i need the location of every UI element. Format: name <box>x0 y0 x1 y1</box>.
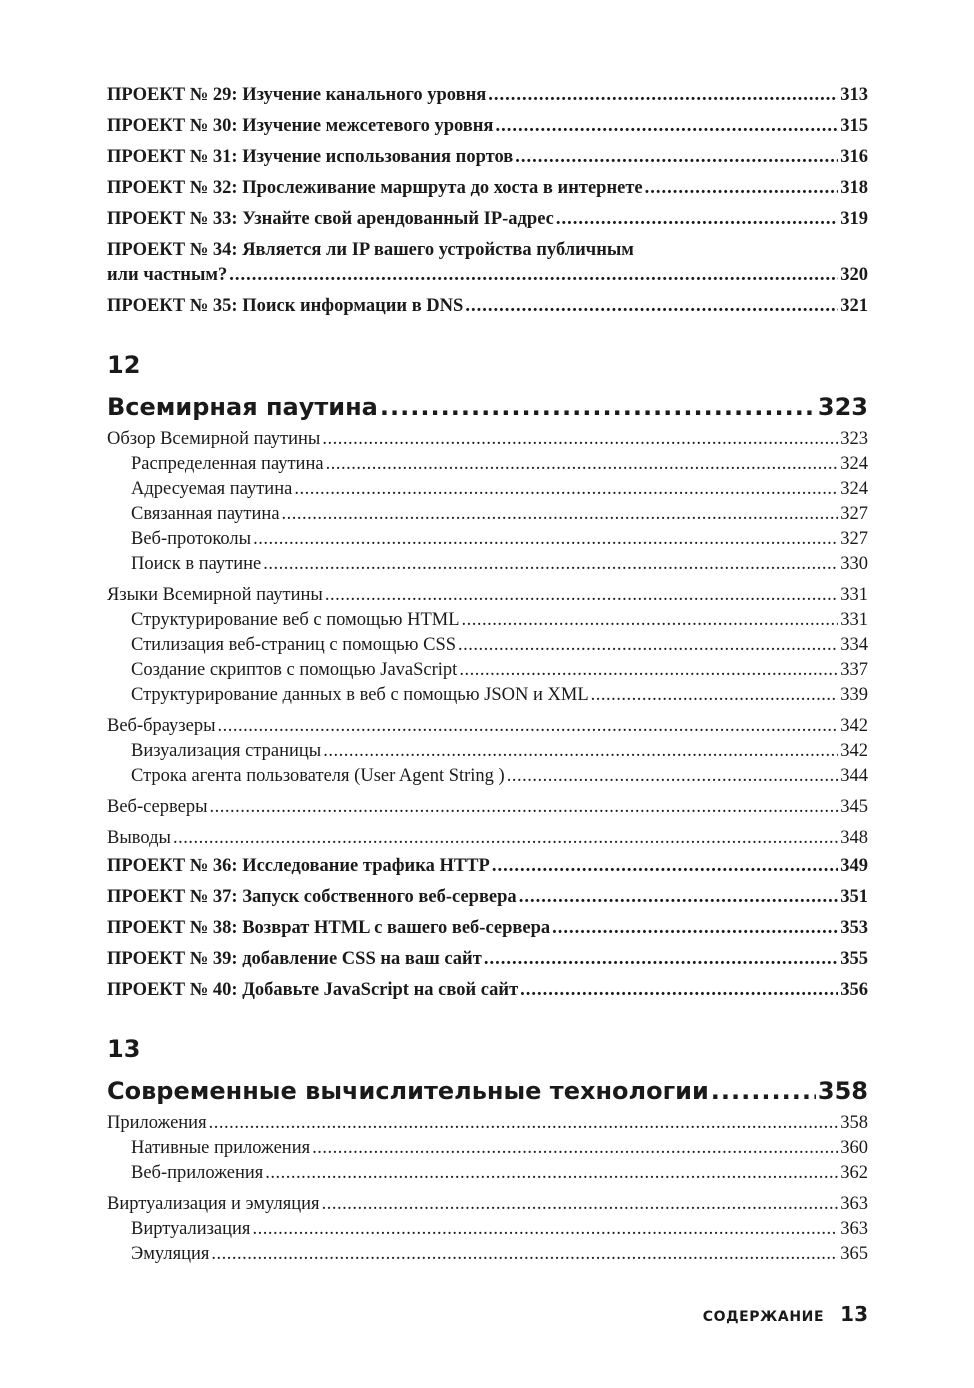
dot-leader <box>229 263 838 288</box>
toc-subsection-entry[interactable] <box>107 633 868 658</box>
entry-title: ПРОЕКТ № 36: Исследование трафика HTTP <box>107 856 490 876</box>
dot-leader <box>488 80 838 111</box>
dot-leader <box>218 714 839 739</box>
toc-subsection-entry[interactable] <box>107 1217 868 1242</box>
dot-leader <box>263 552 838 577</box>
entry-title: ПРОЕКТ № 29: Изучение канального уровня <box>107 85 487 105</box>
entry-page: 321 <box>840 296 868 316</box>
entry-page: 358 <box>840 1113 868 1133</box>
entry-page: 362 <box>840 1163 868 1183</box>
toc-section-entry[interactable] <box>107 583 868 608</box>
dot-leader <box>294 477 838 502</box>
dot-leader <box>209 1111 839 1136</box>
entry-title: ПРОЕКТ № 32: Прослеживание маршрута до хоста в интернете <box>107 178 643 198</box>
entry-title: Создание скриптов с помощью JavaScript <box>131 660 458 680</box>
dot-leader <box>519 882 839 913</box>
toc-subsection-entry[interactable] <box>107 1136 868 1161</box>
toc-subsection-entry[interactable] <box>107 477 868 502</box>
entry-title: Эмуляция <box>131 1244 210 1264</box>
dot-leader <box>325 583 838 608</box>
entry-page: 324 <box>840 454 868 474</box>
chapter-number: 13 <box>107 1035 141 1063</box>
dot-leader <box>252 1217 838 1242</box>
entry-page: 348 <box>840 828 868 848</box>
toc-project-entry[interactable] <box>107 975 868 1006</box>
entry-title: Веб-серверы <box>107 797 208 817</box>
dot-leader <box>462 608 839 633</box>
toc-project-entry[interactable] <box>107 80 868 111</box>
toc-subsection-entry[interactable] <box>107 739 868 764</box>
dot-leader <box>210 795 839 820</box>
dot-leader <box>711 1071 816 1111</box>
entry-page: 342 <box>840 716 868 736</box>
entry-title: Языки Всемирной паутины <box>107 585 323 605</box>
toc-project-entry[interactable] <box>107 882 868 913</box>
entry-title: Строка агента пользователя (User Agent String ) <box>131 766 505 786</box>
toc-subsection-entry[interactable] <box>107 452 868 477</box>
entry-title: Структурирование данных в веб с помощью JSON и XML <box>131 685 589 705</box>
entry-title: ПРОЕКТ № 33: Узнайте свой арендованный IP-адрес <box>107 209 554 229</box>
entry-title: Выводы <box>107 828 171 848</box>
entry-title: ПРОЕКТ № 31: Изучение использования портов <box>107 147 514 167</box>
entry-page: 337 <box>840 660 868 680</box>
entry-page: 318 <box>840 178 868 198</box>
toc-subsection-entry[interactable] <box>107 1161 868 1186</box>
entry-title: Веб-приложения <box>131 1163 264 1183</box>
dot-leader <box>459 658 838 683</box>
dot-leader <box>312 1136 838 1161</box>
entry-title: ПРОЕКТ № 30: Изучение межсетевого уровня <box>107 116 494 136</box>
entry-page: 353 <box>840 918 868 938</box>
entry-page: 319 <box>840 209 868 229</box>
dot-leader <box>323 739 838 764</box>
dot-leader <box>507 764 839 789</box>
dot-leader <box>520 975 838 1006</box>
toc-project-entry[interactable] <box>107 851 868 882</box>
toc-section-entry[interactable] <box>107 714 868 739</box>
entry-title: Визуализация страницы <box>131 741 322 761</box>
toc-subsection-entry[interactable] <box>107 658 868 683</box>
dot-leader <box>253 527 838 552</box>
page-footer <box>703 1302 868 1326</box>
entry-title: Веб-браузеры <box>107 716 216 736</box>
chapter12-projects <box>107 851 868 1006</box>
toc-subsection-entry[interactable] <box>107 502 868 527</box>
running-header-label: СОДЕРЖАНИЕ <box>702 1309 825 1325</box>
entry-page: 339 <box>840 685 868 705</box>
dot-leader <box>322 427 838 452</box>
entry-title: Виртуализация <box>131 1219 251 1239</box>
entry-page: 323 <box>840 429 868 449</box>
entry-title: ПРОЕКТ № 38: Возврат HTML с вашего веб-сервера <box>107 918 551 938</box>
toc-subsection-entry[interactable] <box>107 527 868 552</box>
chapter-title: Всемирная паутина <box>107 393 378 421</box>
entry-title: Распределенная паутина <box>131 454 324 474</box>
toc-subsection-entry[interactable] <box>107 764 868 789</box>
entry-title: Виртуализация и эмуляция <box>107 1194 320 1214</box>
entry-title: ПРОЕКТ № 40: Добавьте JavaScript на свой сайт <box>107 980 519 1000</box>
dot-leader <box>265 1161 838 1186</box>
toc-project-entry[interactable] <box>107 913 868 944</box>
toc-section-entry[interactable] <box>107 427 868 452</box>
entry-title-line1: ПРОЕКТ № 34: Является ли IP вашего устройства публичным <box>107 240 634 260</box>
entry-page: 331 <box>840 610 868 630</box>
entry-page: 320 <box>840 265 868 285</box>
dot-leader <box>645 173 839 204</box>
toc-section-entry[interactable] <box>107 795 868 820</box>
chapter-title-entry[interactable] <box>107 387 868 427</box>
chapter-number: 12 <box>107 351 141 379</box>
chapter-page: 358 <box>817 1077 868 1105</box>
entry-title: ПРОЕКТ № 35: Поиск информации в DNS <box>107 296 464 316</box>
entry-title: Поиск в паутине <box>131 554 262 574</box>
dot-leader <box>515 142 838 173</box>
toc-project-entry[interactable] <box>107 291 868 322</box>
entry-page: 363 <box>840 1219 868 1239</box>
toc-subsection-entry[interactable] <box>107 1242 868 1267</box>
toc-project-entry[interactable] <box>107 173 868 204</box>
entry-title: Приложения <box>107 1113 207 1133</box>
entry-page: 344 <box>840 766 868 786</box>
chapter13-sections <box>107 1111 868 1267</box>
entry-page: 315 <box>840 116 868 136</box>
toc-section-entry[interactable] <box>107 1192 868 1217</box>
entry-title: Структурирование веб с помощью HTML <box>131 610 460 630</box>
entry-title: Связанная паутина <box>131 504 280 524</box>
entry-page: 355 <box>840 949 868 969</box>
entry-page: 363 <box>840 1194 868 1214</box>
toc-project-entry[interactable] <box>107 111 868 142</box>
chapter-title-entry[interactable] <box>107 1071 868 1111</box>
dot-leader <box>282 502 839 527</box>
toc-subsection-entry[interactable] <box>107 552 868 577</box>
dot-leader <box>380 387 816 427</box>
chapter12-sections <box>107 427 868 851</box>
dot-leader <box>211 1242 838 1267</box>
dot-leader <box>556 204 838 235</box>
chapter-page: 323 <box>817 393 868 421</box>
entry-page: 330 <box>840 554 868 574</box>
toc-page <box>107 80 868 1267</box>
dot-leader <box>326 452 839 477</box>
entry-title: Адресуемая паутина <box>131 479 293 499</box>
dot-leader <box>465 291 838 322</box>
entry-page: 331 <box>840 585 868 605</box>
entry-page: 316 <box>840 147 868 167</box>
dot-leader <box>484 944 838 975</box>
entry-page: 351 <box>840 887 868 907</box>
toc-subsection-entry[interactable] <box>107 608 868 633</box>
entry-title: Нативные приложения <box>131 1138 311 1158</box>
toc-section-entry[interactable] <box>107 826 868 851</box>
toc-project-entry[interactable] <box>107 142 868 173</box>
entry-title: Стилизация веб-страниц с помощью CSS <box>131 635 457 655</box>
entry-page: 342 <box>840 741 868 761</box>
dot-leader <box>458 633 838 658</box>
toc-project-entry[interactable] <box>107 204 868 235</box>
entry-title: ПРОЕКТ № 37: Запуск собственного веб-сервера <box>107 887 517 907</box>
projects-top-list <box>107 80 868 322</box>
entry-title: Обзор Всемирной паутины <box>107 429 321 449</box>
entry-page: 327 <box>840 529 868 549</box>
entry-page: 360 <box>840 1138 868 1158</box>
toc-subsection-entry[interactable] <box>107 683 868 708</box>
page-number: 13 <box>840 1302 868 1326</box>
entry-page: 349 <box>840 856 868 876</box>
entry-page: 334 <box>840 635 868 655</box>
entry-page: 356 <box>840 980 868 1000</box>
toc-project-entry[interactable] <box>107 944 868 975</box>
toc-section-entry[interactable] <box>107 1111 868 1136</box>
entry-page: 365 <box>840 1244 868 1264</box>
entry-title: Веб-протоколы <box>131 529 252 549</box>
entry-page: 327 <box>840 504 868 524</box>
entry-title: ПРОЕКТ № 39: добавление CSS на ваш сайт <box>107 949 482 969</box>
entry-title-line2: или частным? <box>107 265 228 285</box>
dot-leader <box>552 913 838 944</box>
entry-page: 324 <box>840 479 868 499</box>
toc-project-entry-multiline[interactable] <box>107 235 868 291</box>
entry-page: 313 <box>840 85 868 105</box>
dot-leader <box>492 851 838 882</box>
dot-leader <box>591 683 839 708</box>
chapter-title: Современные вычислительные технологии <box>107 1077 709 1105</box>
dot-leader <box>173 826 838 851</box>
entry-page: 345 <box>840 797 868 817</box>
dot-leader <box>322 1192 839 1217</box>
dot-leader <box>495 111 838 142</box>
